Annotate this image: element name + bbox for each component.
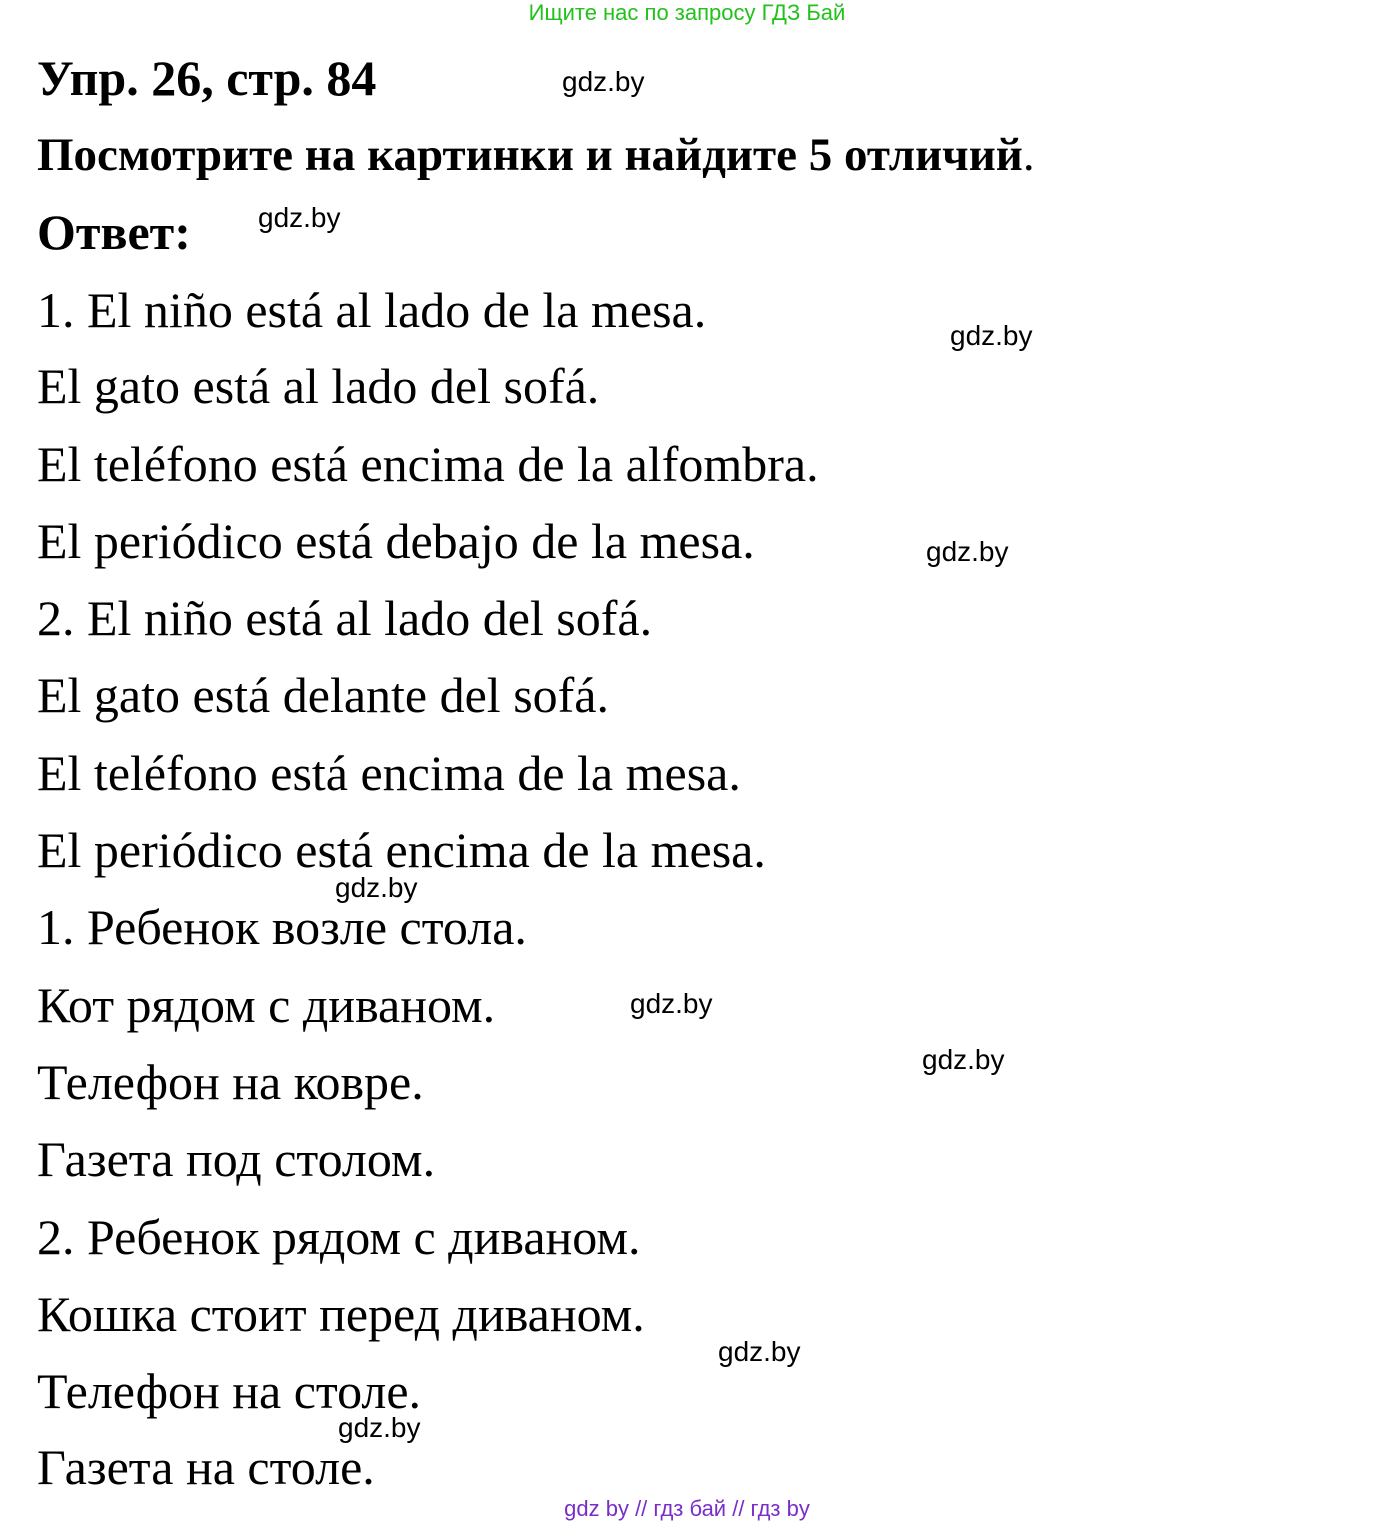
- watermark: gdz.by: [335, 872, 418, 903]
- answer-line-es-2-child: 2. El niño está al lado del sofá.: [37, 590, 653, 646]
- exercise-title: Упр. 26, стр. 84: [37, 50, 377, 106]
- watermark: gdz.by: [258, 202, 341, 233]
- footer-links[interactable]: gdz by // гдз бай // гдз by: [564, 1496, 810, 1521]
- top-banner[interactable]: Ищите нас по запросу ГДЗ Бай: [528, 0, 846, 25]
- answer-line-es-1-cat: El gato está al lado del sofá.: [37, 358, 600, 414]
- watermark: gdz.by: [718, 1336, 801, 1367]
- instruction-dot: .: [1022, 129, 1035, 181]
- answer-line-ru-2-child: 2. Ребенок рядом с диваном.: [37, 1209, 641, 1265]
- watermark: gdz.by: [630, 988, 713, 1019]
- answer-label: Ответ:: [37, 204, 191, 260]
- watermark: gdz.by: [922, 1044, 1005, 1075]
- answer-line-ru-2-newspaper: Газета на столе.: [37, 1439, 375, 1495]
- answer-line-es-1-newspaper: El periódico está debajo de la mesa.: [37, 513, 755, 569]
- answer-line-es-2-phone: El teléfono está encima de la mesa.: [37, 745, 741, 801]
- answer-line-es-1-child: 1. El niño está al lado de la mesa.: [37, 282, 707, 338]
- answer-line-es-1-phone: El teléfono está encima de la alfombra.: [37, 436, 819, 492]
- answer-line-ru-1-newspaper: Газета под столом.: [37, 1131, 436, 1187]
- watermark: gdz.by: [338, 1412, 421, 1443]
- watermark: gdz.by: [562, 66, 645, 97]
- watermark: gdz.by: [950, 320, 1033, 351]
- answer-line-ru-1-child: 1. Ребенок возле стола.: [37, 899, 527, 955]
- watermark: gdz.by: [926, 536, 1009, 567]
- answer-line-es-2-cat: El gato está delante del sofá.: [37, 667, 609, 723]
- answer-line-ru-2-cat: Кошка стоит перед диваном.: [37, 1286, 645, 1342]
- answer-line-ru-2-phone: Телефон на столе.: [37, 1363, 422, 1419]
- answer-line-ru-1-cat: Кот рядом с диваном.: [37, 977, 496, 1033]
- instruction: [37, 126, 1035, 184]
- answer-line-ru-1-phone: Телефон на ковре.: [37, 1054, 424, 1110]
- instruction-text: Посмотрите на картинки и найдите 5 отличий: [37, 129, 1023, 181]
- answer-line-es-2-newspaper: El periódico está encima de la mesa.: [37, 822, 766, 878]
